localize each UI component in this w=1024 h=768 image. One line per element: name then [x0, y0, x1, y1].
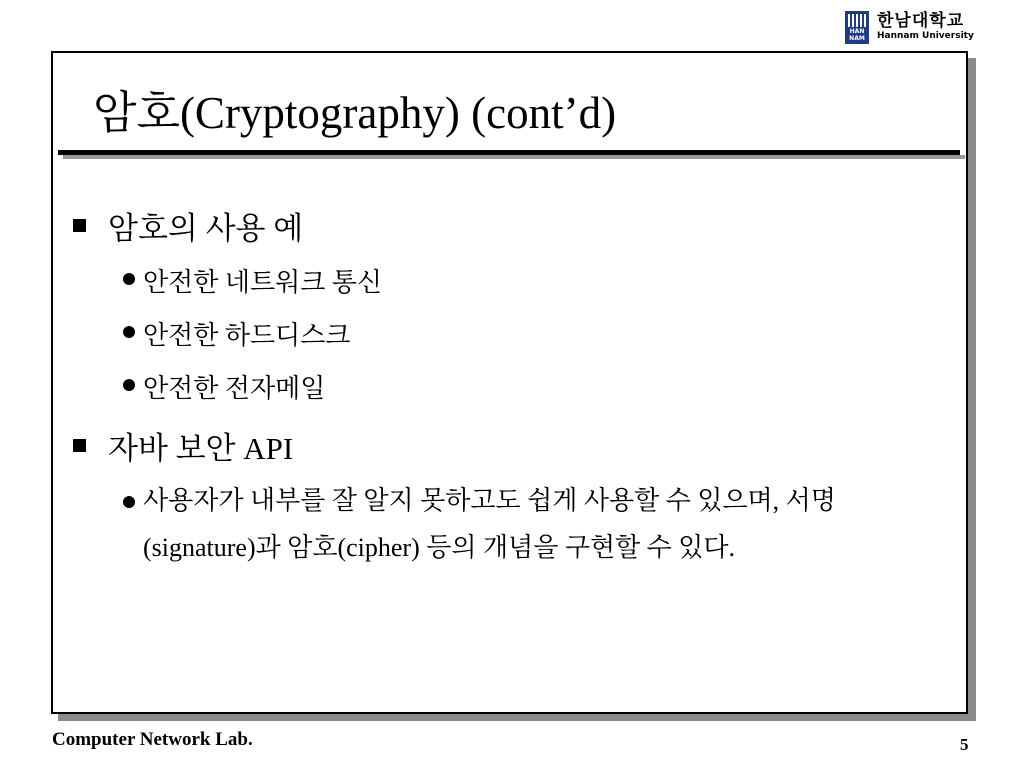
slide-frame: [51, 51, 968, 714]
slide-title: 암호(Cryptography) (cont’d): [93, 88, 617, 138]
footer-lab-name: Computer Network Lab.: [52, 729, 253, 750]
sub-bullet-item: [123, 315, 350, 352]
emblem-text-bottom: NAM: [849, 34, 865, 42]
logo-name-english: Hannam University: [877, 31, 974, 41]
round-bullet-icon: [123, 379, 135, 391]
sub-bullet-text: 안전한 하드디스크: [143, 321, 351, 350]
square-bullet-icon: [73, 219, 86, 232]
square-bullet-icon: [73, 439, 86, 452]
sub-bullet-item: [123, 368, 325, 405]
bullet-text: 자바 보안 API: [108, 431, 294, 466]
university-logo: [845, 9, 974, 45]
bullet-item: [73, 203, 303, 248]
emblem-text-top: HAN: [849, 27, 865, 35]
logo-name-korean: 한남대학교: [877, 11, 965, 31]
round-bullet-icon: [123, 326, 135, 338]
sub-bullet-paragraph: 사용자가 내부를 잘 알지 못하고도 쉽게 사용할 수 있으며, 서명(signature)과 암호(cipher) 등의 개념을 구현할 수 있다.: [143, 486, 836, 562]
page-number: 5: [960, 735, 969, 754]
round-bullet-icon: [123, 273, 135, 285]
sub-bullet-item: [123, 262, 382, 299]
sub-bullet-text: 안전한 네트워크 통신: [143, 268, 383, 297]
bullet-text: 암호의 사용 예: [108, 211, 304, 246]
bullet-item: [73, 423, 293, 468]
sub-bullet-item: [123, 485, 935, 571]
title-rule-shadow: [63, 155, 965, 159]
title-rule: [58, 150, 960, 155]
university-emblem-icon: [845, 11, 869, 44]
sub-bullet-text: 안전한 전자메일: [143, 374, 326, 403]
round-bullet-icon: [123, 496, 135, 508]
